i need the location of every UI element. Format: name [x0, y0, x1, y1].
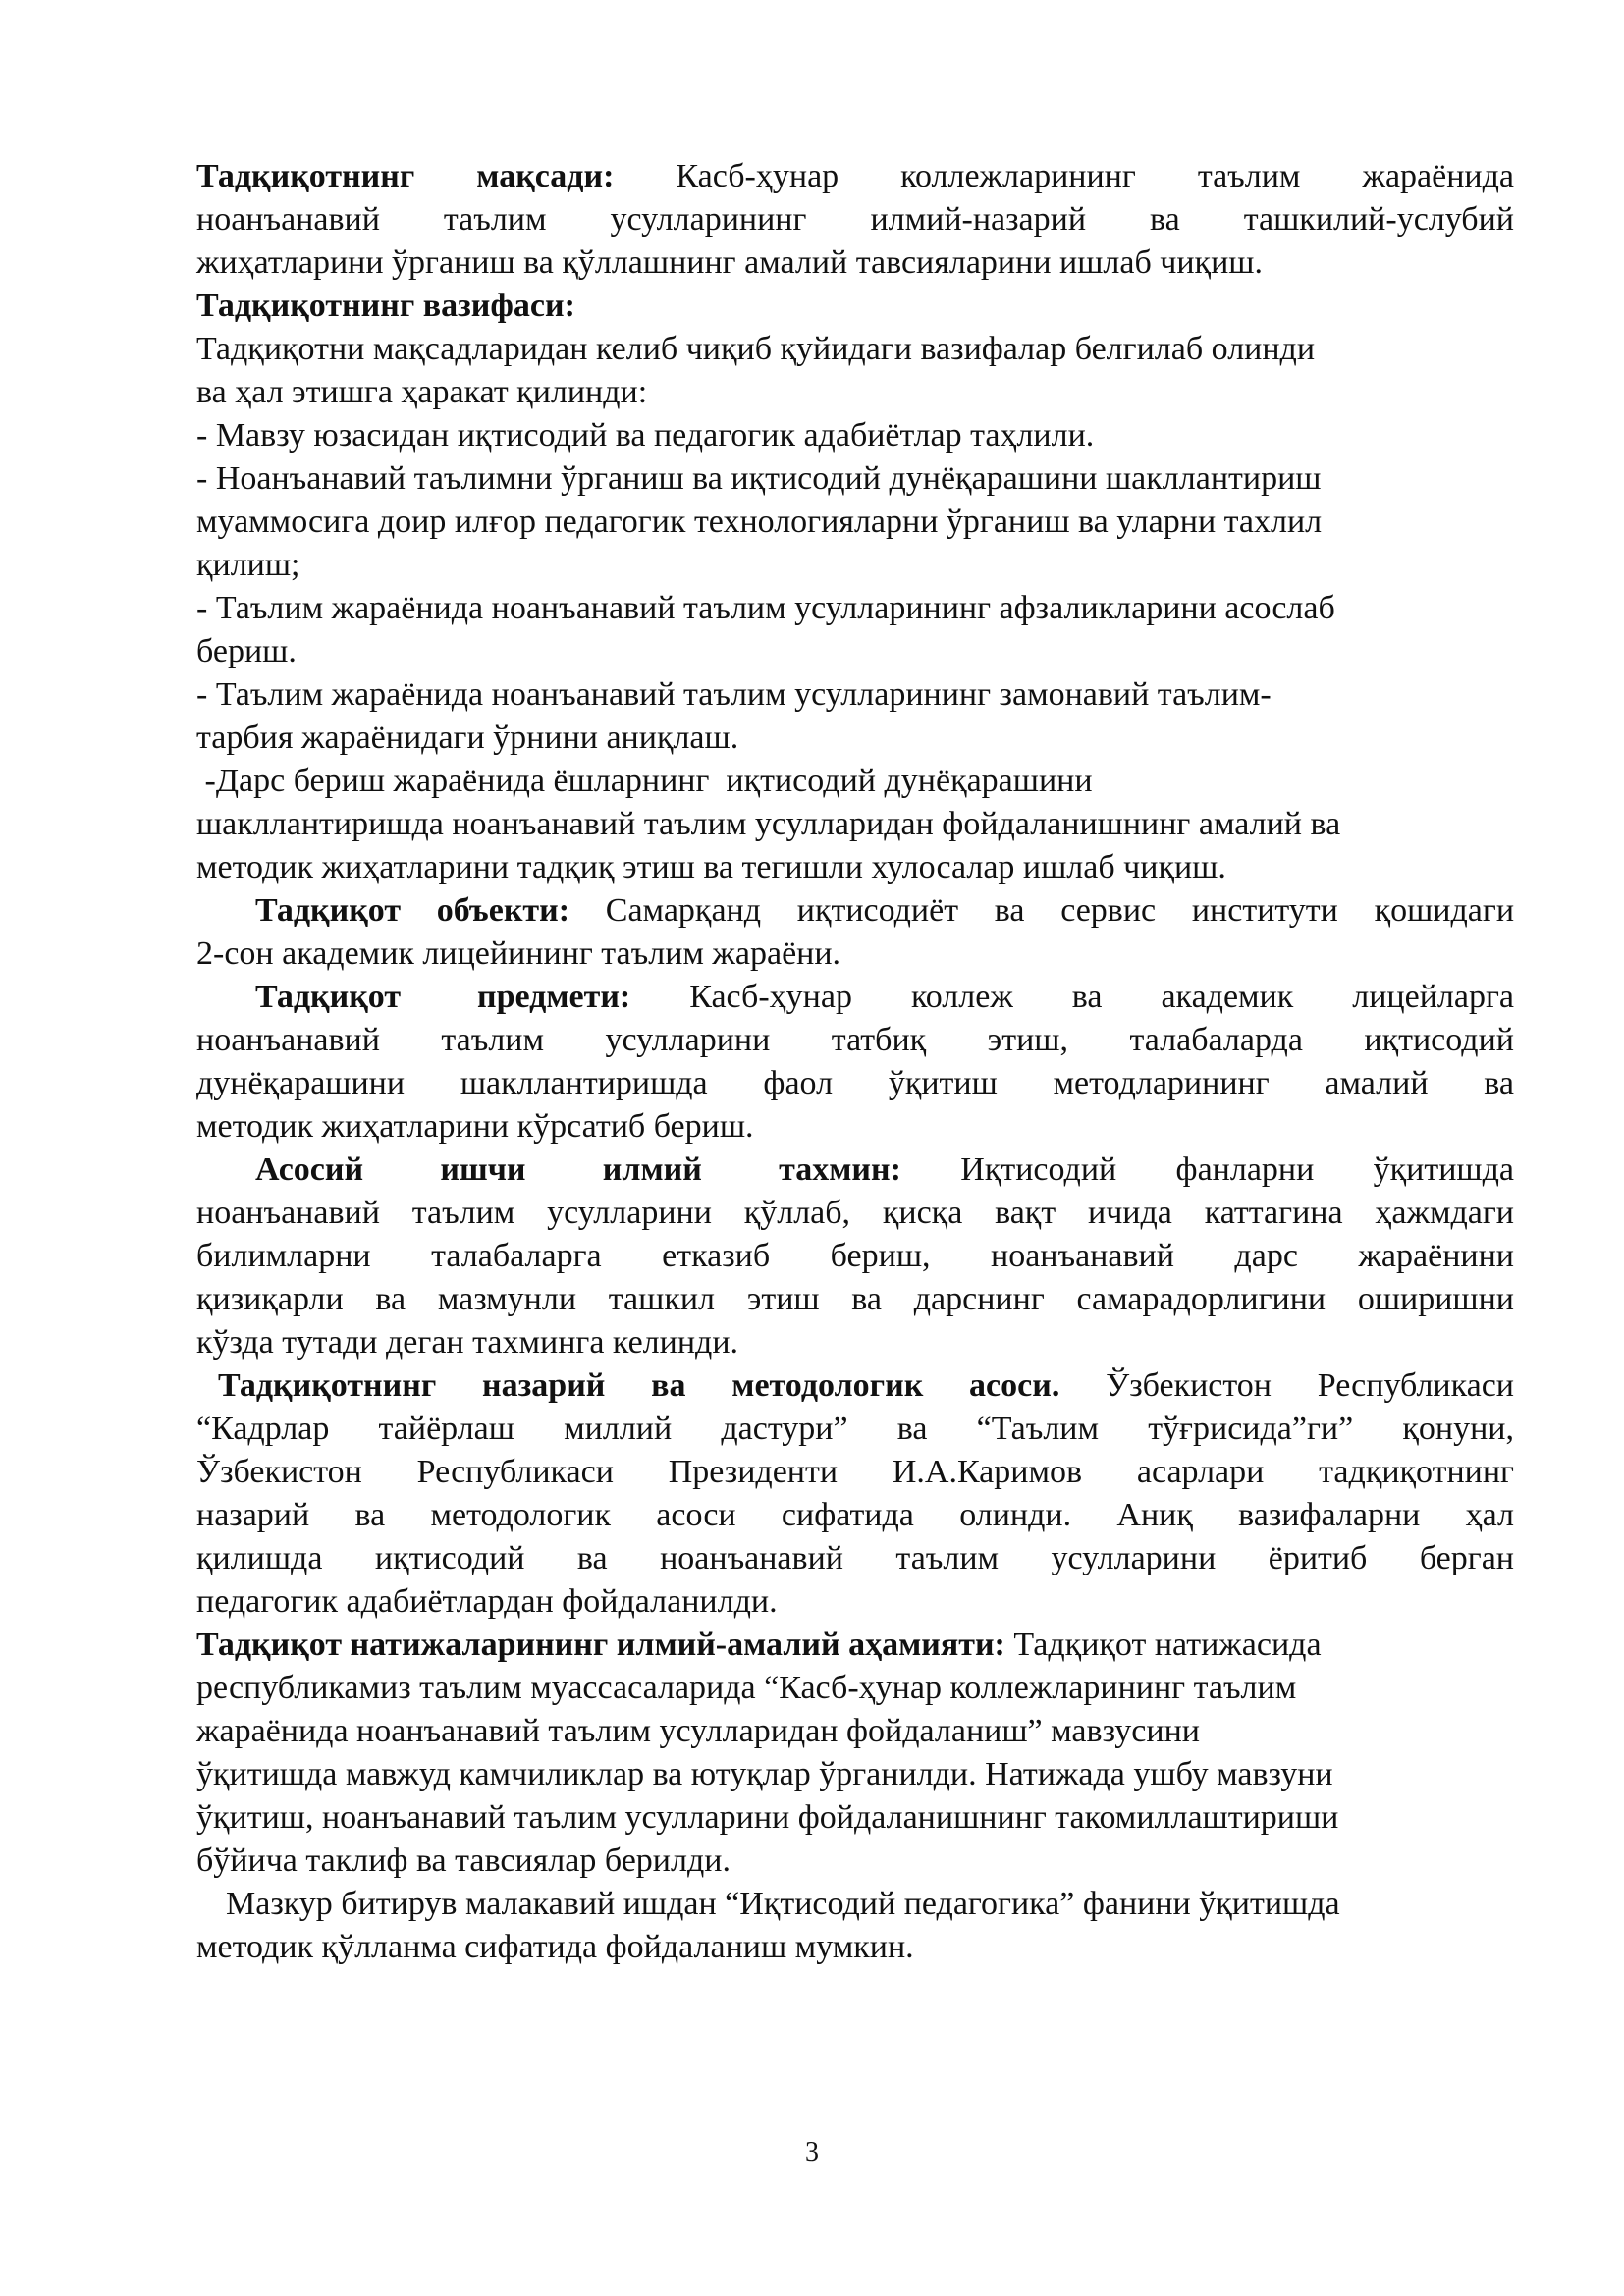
hypothesis-line: қизиқарли ва мазмунли ташкил этиш ва дарснинг самарадорлигини оширишни — [196, 1281, 1514, 1317]
tasks-line: методик жиҳатларини тадқиқ этиш ва тегишли хулосалар ишлаб чиқиш. — [196, 849, 1226, 885]
hypothesis-heading: Асосий ишчи илмий тахмин: — [255, 1151, 901, 1188]
tasks-line: шакллантиришда ноанъанавий таълим усулларидан фойдаланишнинг амалий ва — [196, 806, 1341, 842]
goal-line-1: Тадқиқотнинг мақсади: Касб-ҳунар коллежларининг таълим жараёнида — [196, 158, 1514, 194]
page-number: 3 — [805, 2137, 819, 2167]
tasks-line: - Ноанъанавий таълимни ўрганиш ва иқтисодий дунёқарашини шакллантириш — [196, 460, 1322, 497]
tasks-line: бериш. — [196, 633, 297, 669]
subject-heading: Тадқиқот предмети: — [255, 979, 631, 1015]
significance-line: ўқитишда мавжуд камчиликлар ва ютуқлар ўрганилди. Натижада ушбу мавзуни — [196, 1756, 1333, 1792]
significance-line: бўйича таклиф ва тавсиялар берилди. — [196, 1842, 731, 1879]
tasks-line: - Таълим жараёнида ноанъанавий таълим усулларининг афзаликларини асослаб — [196, 590, 1335, 626]
basis-line: қилишда иқтисодий ва ноанъанавий таълим усулларини ёритиб берган — [196, 1540, 1514, 1576]
goal-line-3: жиҳатларини ўрганиш ва қўллашнинг амалий тавсияларини ишлаб чиқиш. — [196, 244, 1263, 281]
object-line-1: Тадқиқот объекти: Самарқанд иқтисодиёт ва сервис институти қошидаги — [255, 892, 1515, 929]
significance-line-1: Тадқиқот натижаларининг илмий-амалий аҳамияти: Тадқиқот натижасида — [196, 1627, 1322, 1663]
significance-line: жараёнида ноанъанавий таълим усулларидан фойдаланиш” мавзусини — [196, 1713, 1200, 1749]
goal-heading: Тадқиқотнинг мақсади: — [196, 158, 615, 194]
significance-heading: Тадқиқот натижаларининг илмий-амалий аҳамияти: — [196, 1627, 1005, 1663]
basis-line: Ўзбекистон Республикаси Президенти И.А.Каримов асарлари тадқиқотнинг — [196, 1454, 1514, 1490]
subject-line: дунёқарашини шакллантиришда фаол ўқитиш методларининг амалий ва — [196, 1065, 1514, 1101]
document-page — [196, 155, 1514, 1969]
hypothesis-line: ноанъанавий таълим усулларини қўллаб, қисқа вақт ичида каттагина ҳажмдаги — [196, 1195, 1514, 1231]
hypothesis-line: кўзда тутади деган тахминга келинди. — [196, 1324, 739, 1361]
object-line-2: 2-сон академик лицейининг таълим жараёни. — [196, 935, 841, 972]
tasks-line: муаммосига доир илғор педагогик технологияларни ўрганиш ва уларни тахлил — [196, 504, 1323, 540]
tasks-line: тарбия жараёнидаги ўрнини аниқлаш. — [196, 720, 739, 756]
hypothesis-line-1: Асосий ишчи илмий тахмин: Иқтисодий фанларни ўқитишда — [255, 1151, 1514, 1188]
basis-heading: Тадқиқотнинг назарий ва методологик асоси. — [218, 1367, 1060, 1404]
tasks-line: Тадқиқотни мақсадларидан келиб чиқиб қуйидаги вазифалар белгилаб олинди — [196, 331, 1316, 367]
hypothesis-line: билимларни талабаларга етказиб бериш, ноанъанавий дарс жараёнини — [196, 1238, 1514, 1274]
significance-line: республикамиз таълим муассасаларида “Касб-ҳунар коллежларининг таълим — [196, 1670, 1297, 1706]
tasks-line: ва ҳал этишга ҳаракат қилинди: — [196, 374, 648, 410]
subject-line: ноанъанавий таълим усулларини татбиқ этиш, талабаларда иқтисодий — [196, 1022, 1514, 1058]
goal-line-2: ноанъанавий таълим усулларининг илмий-назарий ва ташкилий-услубий — [196, 201, 1514, 238]
tasks-heading: Тадқиқотнинг вазифаси: — [196, 288, 575, 324]
basis-line: назарий ва методологик асоси сифатида олинди. Аниқ вазифаларни ҳал — [196, 1497, 1514, 1533]
usage-line: Мазкур битирув малакавий ишдан “Иқтисодий педагогика” фанини ўқитишда — [226, 1886, 1340, 1922]
tasks-line: -Дарс бериш жараёнида ёшларнинг иқтисодий дунёқарашини — [196, 763, 1093, 799]
basis-line-1: Тадқиқотнинг назарий ва методологик асоси. Ўзбекистон Республикаси — [218, 1367, 1514, 1404]
subject-line-1: Тадқиқот предмети: Касб-ҳунар коллеж ва академик лицейларга — [255, 979, 1514, 1015]
tasks-line: - Мавзу юзасидан иқтисодий ва педагогик адабиётлар таҳлили. — [196, 417, 1095, 454]
tasks-line: қилиш; — [196, 547, 300, 583]
object-heading: Тадқиқот объекти: — [255, 892, 570, 929]
basis-line: педагогик адабиётлардан фойдаланилди. — [196, 1583, 778, 1620]
significance-line: ўқитиш, ноанъанавий таълим усулларини фойдаланишнинг такомиллаштириши — [196, 1799, 1339, 1836]
usage-line: методик қўлланма сифатида фойдаланиш мумкин. — [196, 1929, 914, 1965]
tasks-line: - Таълим жараёнида ноанъанавий таълим усулларининг замонавий таълим- — [196, 676, 1272, 713]
basis-line: “Кадрлар тайёрлаш миллий дастури” ва “Таълим тўғрисида”ги” қонуни, — [196, 1411, 1514, 1447]
subject-line: методик жиҳатларини кўрсатиб бериш. — [196, 1108, 754, 1145]
